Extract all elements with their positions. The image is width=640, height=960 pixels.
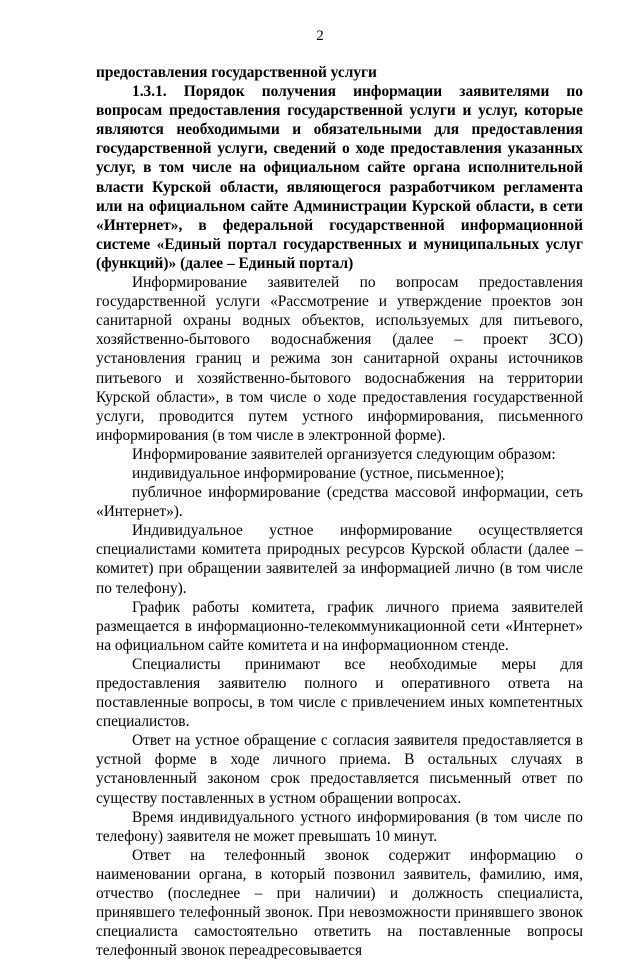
paragraph-oral-informing: Индивидуальное устное информирование осуществляется специалистами комитета природных ресурсов Курской области (далее – комитет) при обращении заявителей за информацией лично (в том числе по телефону). (96, 522, 583, 597)
paragraph-informing-organization: Информирование заявителей организуется следующим образом: (132, 445, 556, 463)
section-heading: 1.3.1. Порядок получения информации заявителями по вопросам предоставления государственной услуги и услуг, которые являются необходимыми и обязательными для предоставления государственной услуги, сведений о ходе предоставления указанных услуг, в том числе на официальном сайте органа исполнительной власти Курской области, являющегося разработчиком регламента или на официальном сайте Администрации Курской области, в сети «Интернет», в федеральной государственной информационной системе «Единый портал государственных и муниципальных услуг (функций)» (далее – Единый портал) (96, 83, 583, 272)
paragraph-specialists-measures: Специалисты принимают все необходимые меры для предоставления заявителю полного и оперативного ответа на поставленные вопросы, в том числе с привлечением иных компетентных специалистов. (96, 655, 583, 731)
paragraph-individual-informing: индивидуальное информирование (устное, письменное); (132, 464, 505, 482)
paragraph-public-informing: публичное информирование (средства массовой информации, сеть «Интернет»). (96, 484, 583, 521)
page-number: 2 (316, 28, 324, 44)
heading-continuation: предоставления государственной услуги (96, 64, 377, 81)
document-body (96, 63, 583, 960)
paragraph-informing-applicants: Информирование заявителей по вопросам предоставления государственной услуги «Рассмотрение и утверждение проектов зон санитарной охраны водных объектов, используемых для питьевого, хозяйственно-бытового водоснабжения (далее – проект ЗСО) установления границ и режима зон санитарной охраны источников питьевого и хозяйственно-бытового водоснабжения на территории Курской области», в том числе о ходе предоставления государственной услуги, проводится путем устного информирования, письменного информирования (в том числе в электронной форме). (96, 274, 583, 444)
paragraph-phone-call: Ответ на телефонный звонок содержит информацию о наименовании органа, в который позвонил заявитель, фамилию, имя, отчество (последнее – при наличии) и должность специалиста, принявшего телефонный звонок. При невозможности принявшего звонок специалиста самостоятельно ответить на поставленные вопросы телефонный звонок переадресовывается (96, 846, 583, 960)
paragraph-informing-time: Время индивидуального устного информирования (в том числе по телефону) заявителя не может превышать 10 минут. (96, 808, 583, 845)
paragraph-oral-response: Ответ на устное обращение с согласия заявителя предоставляется в устной форме в ходе личного приема. В остальных случаях в установленный законом срок предоставляется письменный ответ по существу поставленных в устном обращении вопросах. (96, 732, 583, 807)
paragraph-work-schedule: График работы комитета, график личного приема заявителей размещается в информационно-телекоммуникационной сети «Интернет» на официальном сайте комитета и на информационном стенде. (96, 598, 583, 654)
